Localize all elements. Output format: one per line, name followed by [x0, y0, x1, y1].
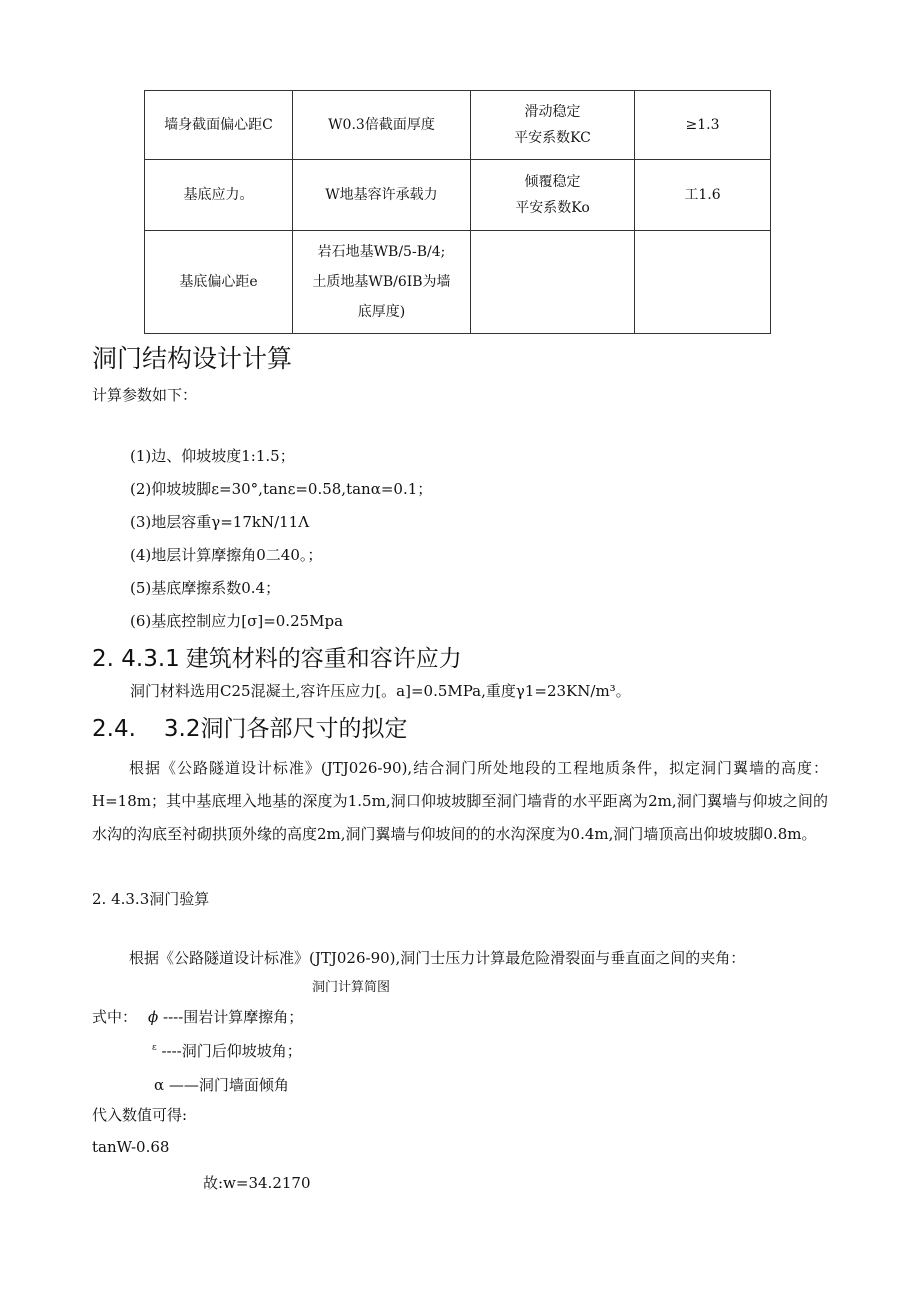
list-item: (1)边、仰坡坡度1:1.5；	[130, 447, 295, 465]
list-item: ϕ ----围岩计算摩擦角；	[148, 1008, 304, 1026]
list-item: $^\varepsilon$ ----洞门后仰坡坡角；	[152, 1042, 302, 1060]
section-body: 根据《公路隧道设计标准》(JTJ026-90),洞门士压力计算最危险滑裂面与垂直面之间的夹角：	[129, 949, 746, 967]
table-row	[145, 91, 771, 160]
table-cell: 倾覆稳定 平安系数Ko	[471, 160, 635, 231]
table-cell: 墙身截面偏心距C	[145, 91, 293, 160]
table-cell	[471, 231, 635, 334]
section-heading: 2. 4.3.3洞门验算	[92, 890, 210, 908]
substitute-text: 代入数值可得:	[92, 1106, 188, 1124]
table-cell	[635, 231, 771, 334]
table-cell: 工1.6	[635, 160, 771, 231]
list-item: (5)基底摩擦系数0.4；	[130, 579, 281, 597]
list-item: (3)地层容重γ=17kN/11Λ	[130, 513, 310, 531]
params-list	[130, 440, 432, 638]
table-cell: W0.3倍截面厚度	[293, 91, 471, 160]
table-row	[145, 160, 771, 231]
table-cell: 岩石地基WB/5-B/4; 土质地基WB/6IB为墙 底厚度)	[293, 231, 471, 334]
list-item: (2)仰坡坡脚ε=30°,tanε=0.58,tanα=0.1；	[130, 480, 433, 498]
figure-caption: 洞门计算简图	[312, 980, 391, 995]
table-cell: 基底偏心距e	[145, 231, 293, 334]
list-item: (4)地层计算摩擦角0二40。；	[130, 546, 323, 564]
params-intro: 计算参数如下：	[92, 386, 198, 404]
table-cell: 滑动稳定 平安系数KC	[471, 91, 635, 160]
table-cell: ≥1.3	[635, 91, 771, 160]
tan-result: tanW-0.68	[92, 1138, 170, 1156]
table-row	[145, 231, 771, 334]
section-body: 根据《公路隧道设计标准》(JTJ026-90),结合洞门所处地段的工程地质条件，拟定洞门翼墙的高度：H=18m；其中基底埋入地基的深度为1.5m,洞口仰坡坡脚至洞门墙背的水平距离为2m,洞门翼墙与仰坡之间的水沟的沟底至衬砌拱顶外缘的高度2m,洞门翼墙与仰坡间的的水沟深度为0.4m,洞门墙顶高出仰坡坡脚0.8m。	[92, 759, 828, 843]
section-heading: 2. 4.3.1 建筑材料的容重和容许应力	[92, 646, 462, 672]
where-label: 式中：	[92, 1008, 138, 1026]
table-cell: 基底应力。	[145, 160, 293, 231]
criteria-table	[144, 90, 771, 334]
section-body: 洞门材料选用C25混凝土,容许压应力[。a]=0.5MPa,重度γ1=23KN/m³。	[130, 682, 631, 700]
page-title: 洞门结构设计计算	[92, 344, 293, 373]
section-heading: 2.4. 3.2洞门各部尺寸的拟定	[92, 716, 408, 742]
final-result: 故:w=34.2170	[203, 1174, 311, 1192]
list-item: α ——洞门墙面倾角	[154, 1076, 289, 1094]
table-cell: W地基容许承载力	[293, 160, 471, 231]
list-item: (6)基底控制应力[σ]=0.25Mpa	[130, 612, 344, 630]
